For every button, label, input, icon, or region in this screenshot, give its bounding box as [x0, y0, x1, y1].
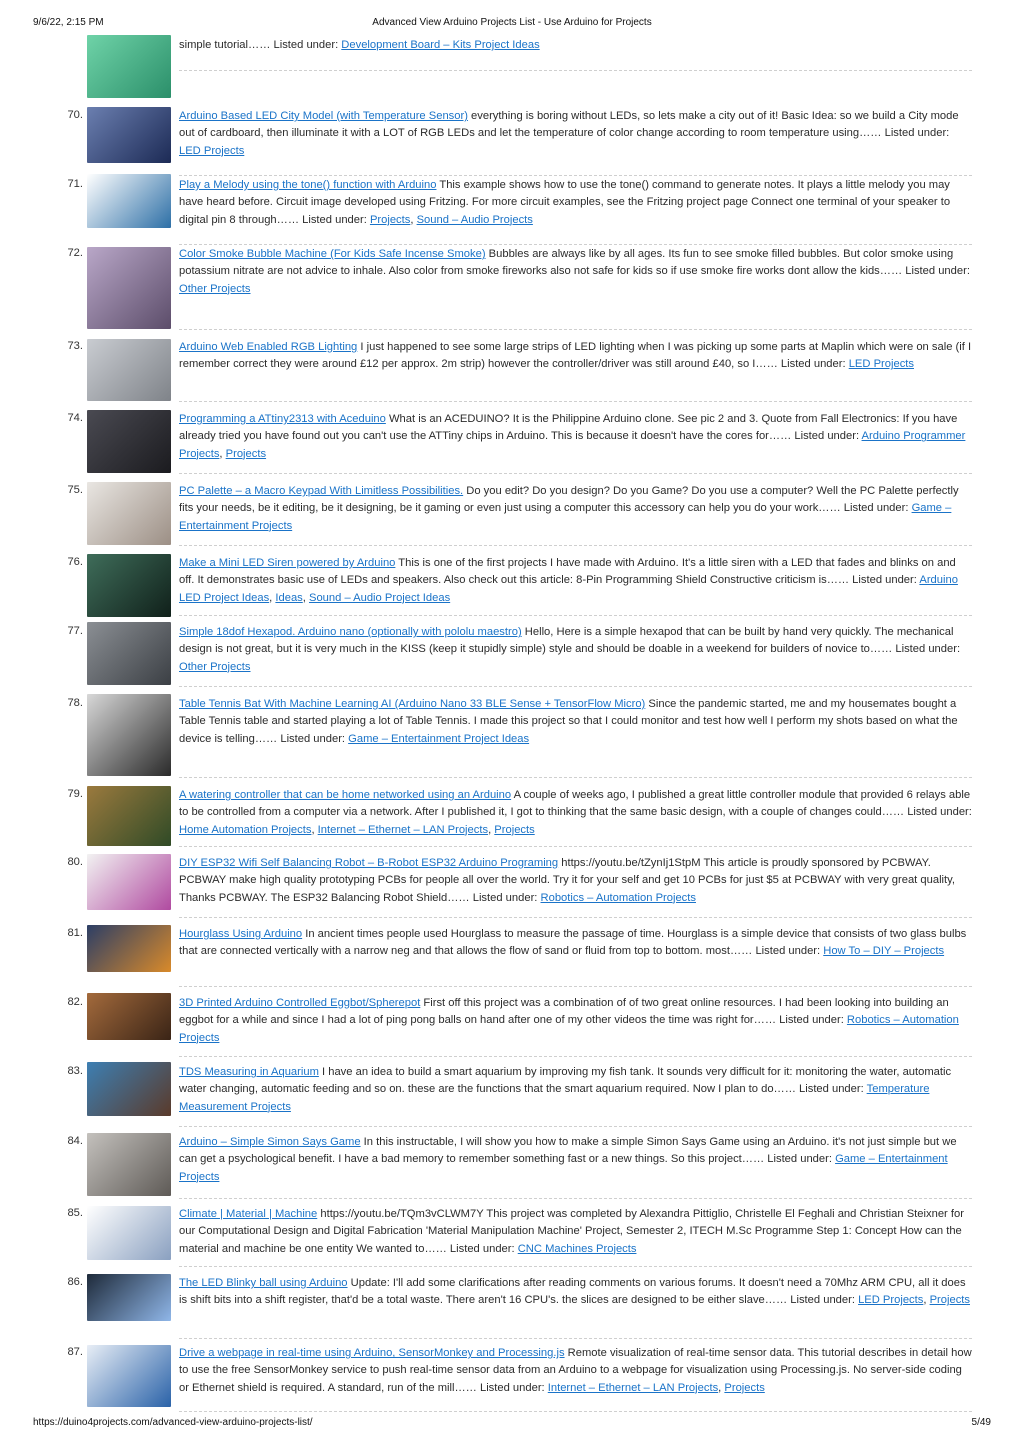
project-summary: In ancient times people used Hourglass to measure the passage of time. Hourglass is a simple device that consists of two glass bulbs that are connected vertically with a narrow neg and that allows the flow of sand or fluid from top to bottom. most…… Listed under: [179, 928, 967, 958]
project-description [179, 1134, 974, 1186]
divider [179, 846, 972, 847]
item-number: 86. [67, 1276, 83, 1288]
category-separator: , [311, 823, 318, 836]
item-number: 79. [67, 788, 83, 800]
project-title-link[interactable]: The LED Blinky ball using Arduino [179, 1277, 348, 1289]
project-title-link[interactable]: Simple 18dof Hexapod. Arduino nano (optionally with pololu maestro) [179, 626, 522, 638]
project-summary: This example shows how to use the tone() command to generate notes. It plays a little melody you may have heard before. Circuit image developed using Fritzing. For more circuit examples, see the Fritzing project page Connect one terminal of your speaker to digital pin 8 through…… Listed under: [179, 179, 951, 226]
project-title-link[interactable]: Arduino – Simple Simon Says Game [179, 1136, 361, 1148]
project-thumbnail[interactable] [87, 786, 171, 846]
project-thumbnail[interactable] [87, 1133, 171, 1196]
category-link[interactable]: Game – Entertainment Project Ideas [348, 732, 530, 745]
item-number: 81. [67, 927, 83, 939]
divider [179, 1056, 972, 1057]
item-number: 76. [67, 556, 83, 568]
project-thumbnail[interactable] [87, 1274, 171, 1321]
project-description [179, 1206, 974, 1258]
project-summary: Hello, Here is a simple hexapod that can be built by hand very quickly. The mechanical design is not great, but it is very much in the KISS (keep it stupidly simple) style and should be doable in a weekend for builders of novice to…… Listed under: [179, 626, 961, 656]
item-number: 84. [67, 1135, 83, 1147]
project-summary: A couple of weeks ago, I published a great little controller module that provided 6 relays able to be controlled from a computer via a network. After I published it, I got to thinking that the same basic design, with a couple of changes could…… Listed under: [179, 789, 972, 819]
project-title-link[interactable]: Programming a ATtiny2313 with Aceduino [179, 413, 386, 425]
project-thumbnail[interactable] [87, 1345, 171, 1407]
category-link[interactable]: Internet – Ethernet – LAN Projects [317, 823, 489, 836]
project-summary: First off this project was a combination of of two great online resources. I had been looking into building an eggbot for a while and since I had a lot of ping pong balls on hand after one of my other videos the time was right for…… Listed under: [179, 997, 949, 1027]
project-thumbnail[interactable] [87, 993, 171, 1040]
project-description [179, 555, 974, 607]
category-link[interactable]: Temperature Measurement Projects [179, 1083, 930, 1113]
project-title-link[interactable]: PC Palette – a Macro Keypad With Limitless Possibilities. [179, 485, 464, 497]
print-page-title: Advanced View Arduino Projects List - Use Arduino for Projects [372, 17, 652, 28]
category-separator: , [269, 591, 276, 604]
project-thumbnail[interactable] [87, 554, 171, 617]
project-description [179, 787, 974, 839]
project-title-link[interactable]: DIY ESP32 Wifi Self Balancing Robot – B-Robot ESP32 Arduino Programing [179, 857, 559, 869]
project-summary: https://youtu.be/TQm3vCLWM7Y This project was completed by Alexandra Pittiglio, Christelle El Feghali and Christian Steixner for our Computational Design and Digital Fabrication 'Material Manipulation Machine' Project, Semester 2, ITECH M.Sc Programme Step 1: Concept How can the material and machine be one entity We wanted to…… Listed under: [179, 1208, 964, 1255]
category-link[interactable]: LED Projects [848, 358, 914, 371]
project-summary: Remote visualization of real-time sensor data. This tutorial describes in detail how to use the free SensorMonkey service to push real-time sensor data from an Arduino to a webpage for visualization using Processing.js. No server-side coding or Ethernet shield is required. A standard, run of the mill…… Listed under: [179, 1347, 972, 1394]
divider [179, 1266, 972, 1267]
project-title-link[interactable]: Drive a webpage in real-time using Arduino, SensorMonkey and Processing.js [179, 1347, 565, 1359]
project-summary: everything is boring without LEDs, so lets make a city out of it! Basic Idea: so we build a City mode out of cardboard, then illuminate it with a LOT of RGB LEDs and let the temperature of color change according to room temperature using…… Listed under: [179, 110, 959, 140]
category-link[interactable]: Sound – Audio Project Ideas [308, 591, 451, 604]
divider [179, 545, 972, 546]
project-title-link[interactable]: A watering controller that can be home networked using an Arduino [179, 789, 512, 801]
category-link[interactable]: Projects [369, 213, 411, 226]
divider [179, 615, 972, 616]
category-link[interactable]: Projects [929, 1294, 970, 1307]
item-number: 83. [67, 1065, 83, 1077]
project-description [179, 246, 974, 298]
item-number: 77. [67, 625, 83, 637]
print-date: 9/6/22, 2:15 PM [33, 17, 104, 28]
divider [179, 70, 972, 71]
project-title-link[interactable]: Arduino Based LED City Model (with Temperature Sensor) [179, 110, 468, 122]
category-link[interactable]: Projects [225, 447, 267, 460]
divider [179, 1411, 972, 1412]
project-description [179, 696, 974, 748]
category-link[interactable]: Other Projects [179, 282, 251, 295]
project-thumbnail[interactable] [87, 482, 171, 545]
project-summary: Bubbles are always like by all ages. Its fun to see smoke filled bubbles. But color smoke using potassium nitrate are not advice to inhale. Also color from smoke fireworks also not safe for kids so if use smoke fire works dont allow the kids…… Listed under: [179, 248, 970, 278]
project-summary: This is one of the first projects I have made with Arduino. It's a little siren with a LED that fades and blinks on and off. It demonstrates basic use of LEDs and speakers. Also check out this article: 8-Pin Programming Shield Constructive criticism is…… Listed under: [179, 557, 956, 587]
project-thumbnail[interactable] [87, 107, 171, 163]
project-title-link[interactable]: Climate | Material | Machine [179, 1208, 318, 1220]
project-title-link[interactable]: Color Smoke Bubble Machine (For Kids Safe Incense Smoke) [179, 248, 486, 260]
project-description [179, 1275, 974, 1310]
item-number: 82. [67, 996, 83, 1008]
item-number: 75. [67, 484, 83, 496]
category-separator: , [302, 591, 309, 604]
divider [179, 175, 972, 176]
project-description [179, 177, 974, 229]
item-number: 71. [67, 178, 83, 190]
project-thumbnail[interactable] [87, 1206, 171, 1260]
project-description [179, 108, 974, 160]
project-title-link[interactable]: TDS Measuring in Aquarium [179, 1066, 319, 1078]
project-description [179, 339, 974, 374]
category-separator: , [410, 213, 417, 226]
divider [179, 917, 972, 918]
category-link[interactable]: Robotics – Automation Projects [179, 1014, 959, 1044]
project-thumbnail[interactable] [87, 854, 171, 910]
project-title-link[interactable]: 3D Printed Arduino Controlled Eggbot/Spherepot [179, 997, 421, 1009]
project-summary: What is an ACEDUINO? It is the Philippine Arduino clone. See pic 2 and 3. Quote from Fall Electronics: If you have already tried you have found out you can't use the ATTiny chips in Arduino. This is because it doesn't have the cores for…… Listed under: [179, 413, 958, 443]
divider [179, 686, 972, 687]
project-summary: I just happened to see some large strips of LED lighting when I was picking up some parts at Maplin which were on sale (if I remember correct they were around £12 per approx. 2m strip) however the controller/driver was still around £40, so I…… Listed under: [179, 341, 972, 371]
category-link[interactable]: How To – DIY – Projects [823, 945, 945, 958]
project-summary: https://youtu.be/tZynIj1StpM This article is proudly sponsored by PCBWAY. PCBWAY make high quality prototyping PCBs for people all over the world. Try it for your self and get 10 PCBs for just $5 at PCBWAY with very great quality, Thanks PCBWAY. The ESP32 Balancing Robot Shield…… Listed under: [179, 857, 956, 904]
project-thumbnail[interactable] [87, 174, 171, 228]
item-number: 73. [67, 340, 83, 352]
project-description [179, 624, 974, 676]
category-link[interactable]: Game – Entertainment Projects [179, 502, 952, 532]
category-link[interactable]: Internet – Ethernet – LAN Projects [547, 1381, 719, 1394]
divider [179, 401, 972, 402]
category-link[interactable]: Arduino Programmer Projects [179, 430, 966, 460]
item-number: 87. [67, 1346, 83, 1358]
item-number: 72. [67, 247, 83, 259]
category-link[interactable]: Ideas [275, 591, 303, 604]
divider [179, 244, 972, 245]
project-thumbnail[interactable] [87, 339, 171, 401]
category-link[interactable]: Robotics – Automation Projects [540, 891, 696, 904]
category-link[interactable]: Other Projects [179, 660, 251, 673]
project-title-link[interactable]: Make a Mini LED Siren powered by Arduino [179, 557, 396, 569]
category-link[interactable]: LED Projects [179, 144, 245, 157]
category-link[interactable]: Sound – Audio Projects [416, 213, 533, 226]
item-number: 85. [67, 1207, 83, 1219]
project-description [179, 926, 974, 961]
divider [179, 1338, 972, 1339]
print-footer [33, 1417, 991, 1431]
project-title-link[interactable]: Hourglass Using Arduino [179, 928, 303, 940]
project-description [179, 37, 974, 54]
project-summary: Since the pandemic started, me and my housemates bought a Table Tennis table and started playing a lot of Table Tennis. I made this project so that I could monitor and test how well I perform my shots based on what the device is telling…… Listed under: [179, 698, 958, 745]
divider [179, 473, 972, 474]
item-number: 78. [67, 697, 83, 709]
divider [179, 1126, 972, 1127]
category-separator: , [718, 1381, 725, 1394]
project-description [179, 855, 974, 907]
category-link[interactable]: Home Automation Projects [179, 823, 312, 836]
print-header [33, 17, 991, 31]
category-separator: , [488, 823, 495, 836]
project-title-link[interactable]: Play a Melody using the tone() function with Arduino [179, 179, 437, 191]
page-url: https://duino4projects.com/advanced-view-arduino-projects-list/ [33, 1417, 313, 1428]
project-summary: Update: I'll add some clarifications after reading comments on various forums. It doesn't need a 70Mhz ARM CPU, all it does is shift bits into a shift register, that'd be a total waste. There aren't 16 CPU's. the slices are designed to be either slave…… Listed under: [179, 1277, 966, 1307]
divider [179, 777, 972, 778]
project-thumbnail[interactable] [87, 694, 171, 776]
category-link[interactable]: Development Board – Kits Project Ideas [341, 39, 540, 51]
category-link[interactable]: CNC Machines Projects [517, 1242, 637, 1255]
project-description [179, 1064, 974, 1116]
project-description [179, 483, 974, 535]
project-summary: In this instructable, I will show you how to make a simple Simon Says Game using an Arduino. it's not just simple but we can get a psychological benefit. I have a bad memory to remember something fast or a new things. So this project…… Listed under: [179, 1136, 957, 1166]
category-link[interactable]: Projects [494, 823, 535, 836]
project-thumbnail[interactable] [87, 35, 171, 98]
page-number: 5/49 [971, 1417, 991, 1428]
category-link[interactable]: LED Projects [858, 1294, 924, 1307]
item-number: 70. [67, 109, 83, 121]
project-description [179, 411, 974, 463]
project-title-link[interactable]: Table Tennis Bat With Machine Learning AI (Arduino Nano 33 BLE Sense + TensorFlow Micro) [179, 698, 646, 710]
project-thumbnail[interactable] [87, 410, 171, 473]
project-thumbnail[interactable] [87, 622, 171, 685]
divider [179, 986, 972, 987]
category-separator: , [219, 447, 226, 460]
category-link[interactable]: Projects [724, 1381, 765, 1394]
project-description [179, 995, 974, 1047]
category-separator: , [923, 1294, 930, 1307]
item-number: 74. [67, 412, 83, 424]
category-link[interactable]: Game – Entertainment Projects [179, 1153, 948, 1183]
project-title-link[interactable]: Arduino Web Enabled RGB Lighting [179, 341, 358, 353]
project-summary: Do you edit? Do you design? Do you Game? Do you use a computer? Well the PC Palette perfectly fits your needs, be it editing, be it designing, be it gaming or even just using a computer this accessory can help you do your work…… Listed under: [179, 485, 959, 515]
divider [179, 1198, 972, 1199]
project-thumbnail[interactable] [87, 925, 171, 972]
item-number: 80. [67, 856, 83, 868]
category-link[interactable]: Arduino LED Project Ideas [179, 574, 958, 604]
divider [179, 329, 972, 330]
project-description [179, 1345, 974, 1397]
project-summary: I have an idea to build a smart aquarium by improving my fish tank. It sounds very difficult for it: monitoring the water, automatic water changing, automatic feeding and so on. these are the functions that the smart aquarium required. Now I plan to do…… Listed under: [179, 1066, 952, 1096]
project-summary: simple tutorial…… Listed under: [179, 39, 342, 51]
project-thumbnail[interactable] [87, 247, 171, 329]
project-thumbnail[interactable] [87, 1062, 171, 1116]
